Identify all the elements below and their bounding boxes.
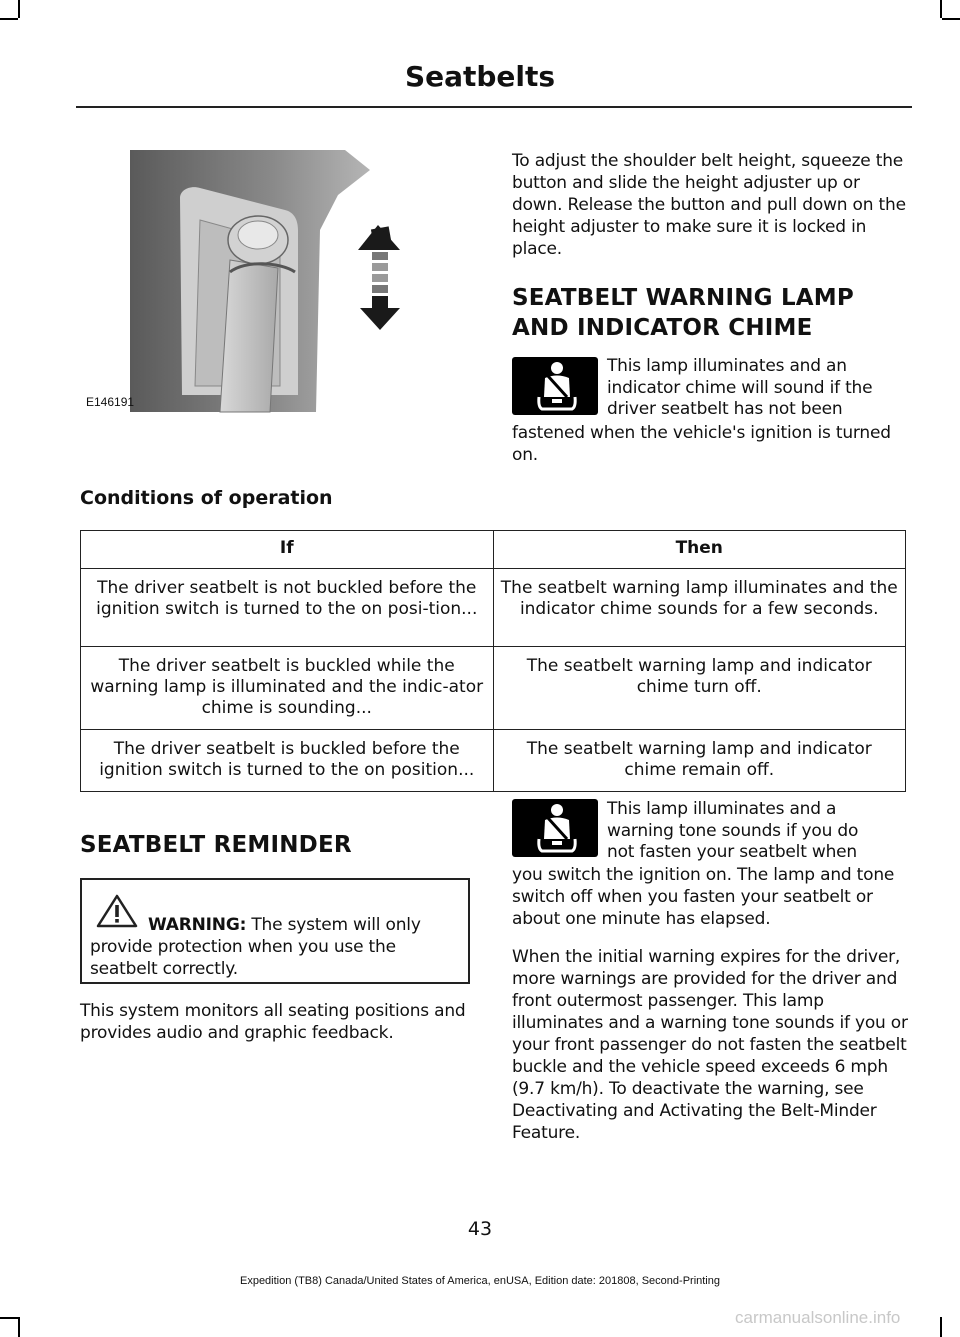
monitor-paragraph: This system monitors all seating positions and provides audio and graphic feedback.	[80, 1001, 466, 1043]
seatbelt-height-adjuster-illustration	[80, 150, 400, 414]
conditions-title: Conditions of operation	[80, 487, 333, 509]
page-number: 43	[467, 1218, 493, 1240]
lamp-description-2-rest: you switch the ignition on. The lamp and tone switch off when you fasten your seatbelt or about one minute has elapsed.	[512, 865, 895, 929]
section-title-warning-lamp-line1: SEATBELT WARNING LAMP	[512, 285, 854, 311]
warning-text	[90, 914, 462, 980]
edition-footer: Expedition (TB8) Canada/United States of America, enUSA, Edition date: 201808, Second-Printing	[239, 1275, 720, 1287]
lamp-description-2	[607, 799, 912, 864]
figure-id: E146191	[86, 395, 135, 409]
lamp-text-line: This lamp illuminates and an	[607, 356, 847, 376]
lamp-description-1	[607, 356, 912, 421]
lamp-text-line: This lamp illuminates and a	[607, 799, 837, 819]
crop-mark	[940, 0, 942, 18]
table-row	[81, 730, 906, 792]
section-title-reminder: SEATBELT REMINDER	[80, 832, 352, 858]
column-header-then: Then	[493, 531, 906, 569]
warning-label: WARNING:	[148, 915, 247, 935]
adjust-paragraph: To adjust the shoulder belt height, squeeze the button and slide the height adjuster up or down. Release the button and pull down on the height adjuster to make sure it is locked in place.	[512, 151, 906, 259]
table-cell-if: The driver seatbelt is not buckled before the ignition switch is turned to the on posi-tion...	[81, 569, 494, 647]
column-header-if: If	[81, 531, 494, 569]
table-cell-if: The driver seatbelt is buckled while the warning lamp is illuminated and the indic-ator chime is sounding...	[81, 647, 494, 730]
table-cell-then: The seatbelt warning lamp illuminates and the indicator chime sounds for a few seconds.	[493, 569, 906, 647]
conditions-table	[80, 530, 906, 792]
warning-body: The system will only provide protection when you use the seatbelt correctly.	[90, 915, 421, 979]
crop-mark	[0, 1317, 18, 1319]
expire-paragraph: When the initial warning expires for the driver, more warnings are provided for the driver and front outermost passenger. This lamp illuminates and a warning tone sounds if you or your front passenger do not fasten the seatbelt buckle and the vehicle speed exceeds 6 mph (9.7 km/h). To deactivate the warning, see Deactivating and Activating the Belt-Minder Feature.	[512, 947, 908, 1143]
lamp-text-line: driver seatbelt has not been	[607, 399, 843, 420]
table-row	[81, 647, 906, 730]
header-divider	[76, 106, 912, 108]
crop-mark	[0, 18, 18, 20]
lamp-text-line: not fasten your seatbelt when	[607, 842, 857, 863]
crop-mark	[940, 1317, 942, 1337]
seatbelt-reminder-icon	[512, 799, 598, 857]
crop-mark	[942, 18, 960, 20]
page-title: Seatbelts	[404, 60, 556, 93]
table-row	[81, 569, 906, 647]
crop-mark	[18, 1317, 20, 1337]
lamp-text-line: warning tone sounds if you do	[607, 820, 859, 841]
lamp-text-line: indicator chime will sound if the	[607, 377, 873, 398]
lamp-description-1-rest: fastened when the vehicle's ignition is turned on.	[512, 423, 891, 465]
table-cell-then: The seatbelt warning lamp and indicator chime turn off.	[493, 647, 906, 730]
table-header-row	[81, 531, 906, 569]
table-cell-then: The seatbelt warning lamp and indicator chime remain off.	[493, 730, 906, 792]
seatbelt-warning-icon	[512, 357, 598, 415]
crop-mark	[18, 0, 20, 18]
watermark: carmanualsonline.info	[735, 1308, 901, 1327]
section-title-warning-lamp-line2: AND INDICATOR CHIME	[512, 315, 813, 341]
warning-box	[80, 878, 470, 984]
table-cell-if: The driver seatbelt is buckled before the ignition switch is turned to the on position...	[81, 730, 494, 792]
